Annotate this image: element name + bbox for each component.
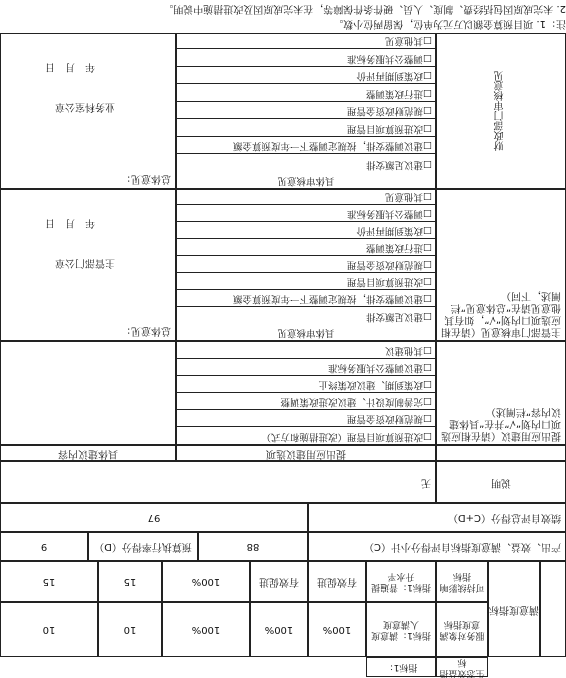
dept-option[interactable]: □建议调整安排，按规定调整下一年度预算金额 — [177, 290, 435, 307]
suggest-left-head — [436, 445, 566, 461]
service-satisfaction-cell — [436, 602, 488, 657]
finance-head-label: 具体审核意见 — [277, 175, 335, 186]
suggest-options-head-label: 提出应用建议选项 — [266, 448, 346, 459]
weight-value-2: 15 — [123, 576, 137, 588]
dept-desc: 主管部门审核意见（请在相应选项口内划“√”，如有其他意见请在“总体意见”栏阐述，下同） — [441, 290, 561, 337]
dept-option[interactable]: □改进预算项目管理 — [177, 273, 435, 290]
remark-label-cell — [436, 461, 566, 503]
dept-overall-cell[interactable] — [0, 189, 176, 341]
remark-value-cell — [0, 461, 436, 503]
satisfaction-indicator-label: 满意度指标 — [489, 604, 539, 615]
indicator-cell-2 — [366, 561, 436, 602]
finance-option[interactable]: □建议调整安排，按规定调整下一年度预算金额 — [177, 137, 435, 155]
budget-exec-value: 9 — [40, 541, 48, 553]
satisfaction-indicator-cell — [488, 561, 540, 657]
indicator-cell — [366, 602, 436, 657]
completion-cell — [162, 602, 250, 657]
target-value: 100% — [322, 624, 352, 636]
total-label: 绩效自评总得分（C+D） — [447, 512, 561, 524]
subtotal-c-cell — [198, 532, 308, 561]
eco-indicator-name-cell — [366, 657, 436, 677]
finance-option[interactable]: □建议足额安排 — [366, 159, 432, 170]
total-value: 97 — [147, 512, 161, 524]
subtotal-label-cell — [308, 532, 566, 561]
suggest-desc: 提出应用建议（请在相应选项口内划“√”并在“具体建议内容”栏阐述） — [441, 406, 561, 441]
sustainability-label: 可持续影响指标 — [439, 571, 485, 593]
score-value: 10 — [42, 624, 56, 636]
dept-option[interactable]: □进行政策调整 — [177, 239, 435, 256]
subtotal-label: 产出、效益、满意度指标自评得分小计（C） — [364, 541, 561, 553]
indicator-name-2: 指标1：普遍提升水平 — [371, 571, 431, 593]
dept-option[interactable]: □其他意见 — [177, 188, 435, 205]
finance-desc: 财政部门审核意见 — [495, 71, 506, 151]
finance-seal-label: 业务科室公章 — [55, 101, 115, 112]
finance-option[interactable]: □政策到期再评价 — [177, 67, 435, 85]
finance-date: 年 月 日 — [45, 61, 95, 72]
finance-option[interactable]: □进行政策调整 — [177, 85, 435, 103]
suggest-content-head-label: 具体建议内容 — [58, 448, 118, 459]
finance-desc-cell — [436, 33, 566, 189]
suggest-option[interactable]: □建议调整公共服务标准 — [177, 359, 435, 376]
finance-option[interactable]: □调整公共服务标准 — [177, 50, 435, 68]
sustainability-cell — [436, 561, 488, 602]
service-satisfaction-label: 服务对象满意度指标 — [439, 619, 485, 641]
suggest-content-input[interactable] — [0, 341, 176, 445]
suggest-option[interactable]: □规范财政资金管理 — [177, 410, 435, 427]
note-1: 注：1. 项目预算金额以万元为单位，保留两位小数。 — [333, 18, 566, 29]
completion-value: 100% — [191, 624, 221, 636]
actual-value-cell-2 — [250, 561, 308, 602]
suggest-option[interactable]: □其他建议 — [177, 342, 435, 359]
dept-option[interactable]: □政策到期再评价 — [177, 222, 435, 239]
indicator-name: 指标1：满意度人满意度 — [371, 619, 431, 641]
suggest-option[interactable]: □完善制度设计、建议改进政策调整 — [177, 393, 435, 410]
note-2: 2. 未完成原因包括经费、制度、人员、硬件条件保障等，在未完成原因及改进措施中说明。 — [163, 3, 566, 14]
suggest-content-head — [0, 445, 176, 461]
actual-value-cell — [250, 602, 308, 657]
dept-options-list — [177, 190, 435, 324]
subtotal-c-value: 88 — [246, 541, 260, 553]
dept-option[interactable]: □规范财政资金管理 — [177, 256, 435, 273]
total-label-cell — [308, 503, 566, 532]
dept-option[interactable]: □建议足额安排 — [366, 311, 432, 322]
remark-label: 说明 — [491, 477, 511, 488]
score-cell — [0, 602, 98, 657]
dept-overall-label: 总体意见： — [121, 325, 171, 336]
completion-cell-2 — [162, 561, 250, 602]
total-value-cell — [0, 503, 308, 532]
suggest-options-head — [176, 445, 436, 461]
completion-value-2: 100% — [191, 576, 221, 588]
suggest-options-cell — [176, 341, 436, 445]
finance-overall-cell[interactable] — [0, 33, 176, 189]
suggest-desc-cell — [436, 341, 566, 445]
finance-option[interactable]: □改进预算项目管理 — [177, 120, 435, 138]
dept-option[interactable]: □调整公共服务标准 — [177, 205, 435, 222]
suggest-option[interactable]: □政策到期、建议政策终止 — [177, 376, 435, 393]
finance-head — [177, 172, 435, 188]
dept-head — [177, 324, 435, 340]
dept-date: 年 月 日 — [45, 217, 95, 228]
dept-desc-cell — [436, 189, 566, 341]
finance-options-cell — [176, 33, 436, 189]
weight-cell — [98, 602, 162, 657]
eco-indicator-label: 生态效益指标 — [439, 657, 485, 678]
target-value-cell — [308, 602, 366, 657]
target-value-cell-2 — [308, 561, 366, 602]
target-value-2: 有效促进 — [317, 576, 357, 588]
score-cell-2 — [0, 561, 98, 602]
actual-value: 100% — [264, 624, 294, 636]
budget-exec-value-cell — [0, 532, 88, 561]
weight-cell-2 — [98, 561, 162, 602]
score-value-2: 15 — [42, 576, 56, 588]
budget-exec-label: 预算执行率得分（D） — [94, 541, 192, 553]
dept-head-label: 具体审核意见 — [277, 327, 335, 338]
finance-option[interactable]: □其他意见 — [177, 32, 435, 50]
weight-value: 10 — [123, 624, 137, 636]
dept-seal-label: 主管部门公章 — [55, 257, 115, 268]
suggest-option[interactable]: □改进预算项目管理（改进措施和方式） — [261, 431, 432, 442]
finance-options-list — [177, 34, 435, 172]
remark-value: 无 — [421, 477, 431, 488]
satisfaction-header — [540, 561, 566, 657]
dept-options-cell — [176, 189, 436, 341]
eco-indicator-cell — [436, 657, 488, 677]
budget-exec-label-cell — [88, 532, 198, 561]
eco-indicator-name: 指标1： — [384, 662, 418, 673]
actual-value-2: 有效促进 — [259, 576, 299, 588]
finance-overall-label: 总体意见： — [121, 173, 171, 184]
finance-option[interactable]: □规范财政资金管理 — [177, 102, 435, 120]
